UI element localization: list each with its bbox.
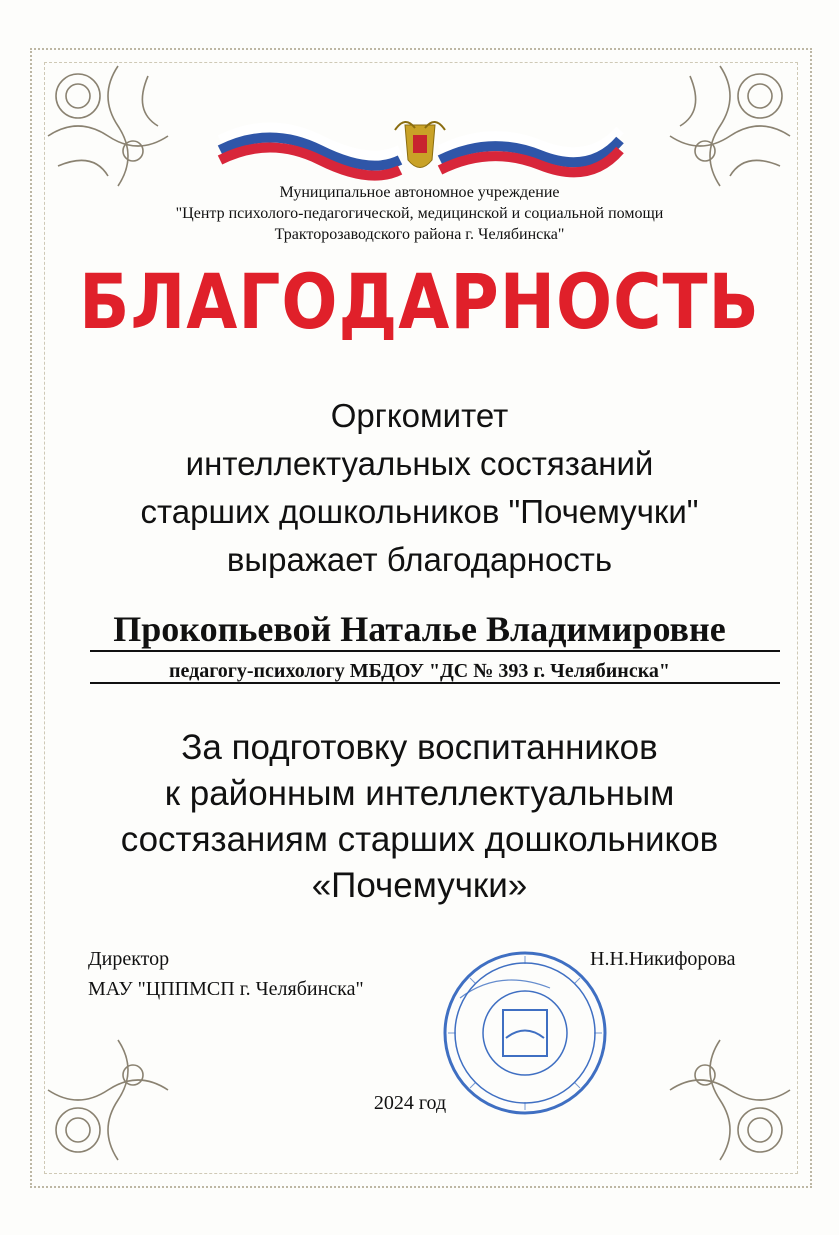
statement-line-3: старших дошкольников "Почемучки"	[140, 493, 699, 530]
reason-line-3: состязаниям старших дошкольников	[120, 820, 719, 859]
statement-line-4: выражает благодарность	[226, 541, 613, 578]
reason-block	[0, 725, 839, 909]
signatory-role-line-1: Директор	[88, 948, 170, 970]
recipient-name-underline	[90, 650, 780, 652]
statement-block	[0, 392, 839, 584]
statement-line-1: Оргкомитет	[330, 397, 509, 434]
flag-ribbon-icon	[210, 110, 630, 190]
issue-year: 2024 год	[373, 1092, 447, 1114]
ornament-bottom-right-icon	[650, 1020, 800, 1170]
reason-line-2: к районным интеллектуальным	[164, 774, 675, 813]
recipient-position-underline	[90, 682, 780, 684]
institution-line-1: Муниципальное автономное учреждение	[279, 184, 560, 201]
signatory-role	[88, 944, 364, 1004]
signatory-name: Н.Н.Никифорова	[590, 948, 736, 970]
ornament-bottom-left-icon	[38, 1020, 188, 1170]
recipient-position: педагогу-психологу МБДОУ "ДС № 393 г. Челябинска"	[168, 660, 671, 682]
signatory-role-line-2: МАУ "ЦППМСП г. Челябинска"	[88, 978, 364, 1000]
institution-name	[0, 182, 839, 245]
reason-line-4: «Почемучки»	[311, 866, 528, 905]
document-title: БЛАГОДАРНОСТЬ	[79, 258, 760, 347]
coat-of-arms-icon	[395, 122, 445, 168]
statement-line-2: интеллектуальных состязаний	[185, 445, 654, 482]
recipient-name: Прокопьевой Наталье Владимировне	[113, 609, 726, 649]
institution-line-3: Тракторозаводского района г. Челябинска"	[274, 226, 565, 243]
reason-line-1: За подготовку воспитанников	[181, 728, 658, 767]
institution-line-2: "Центр психолого-педагогической, медицинской и социальной помощи	[175, 205, 664, 222]
